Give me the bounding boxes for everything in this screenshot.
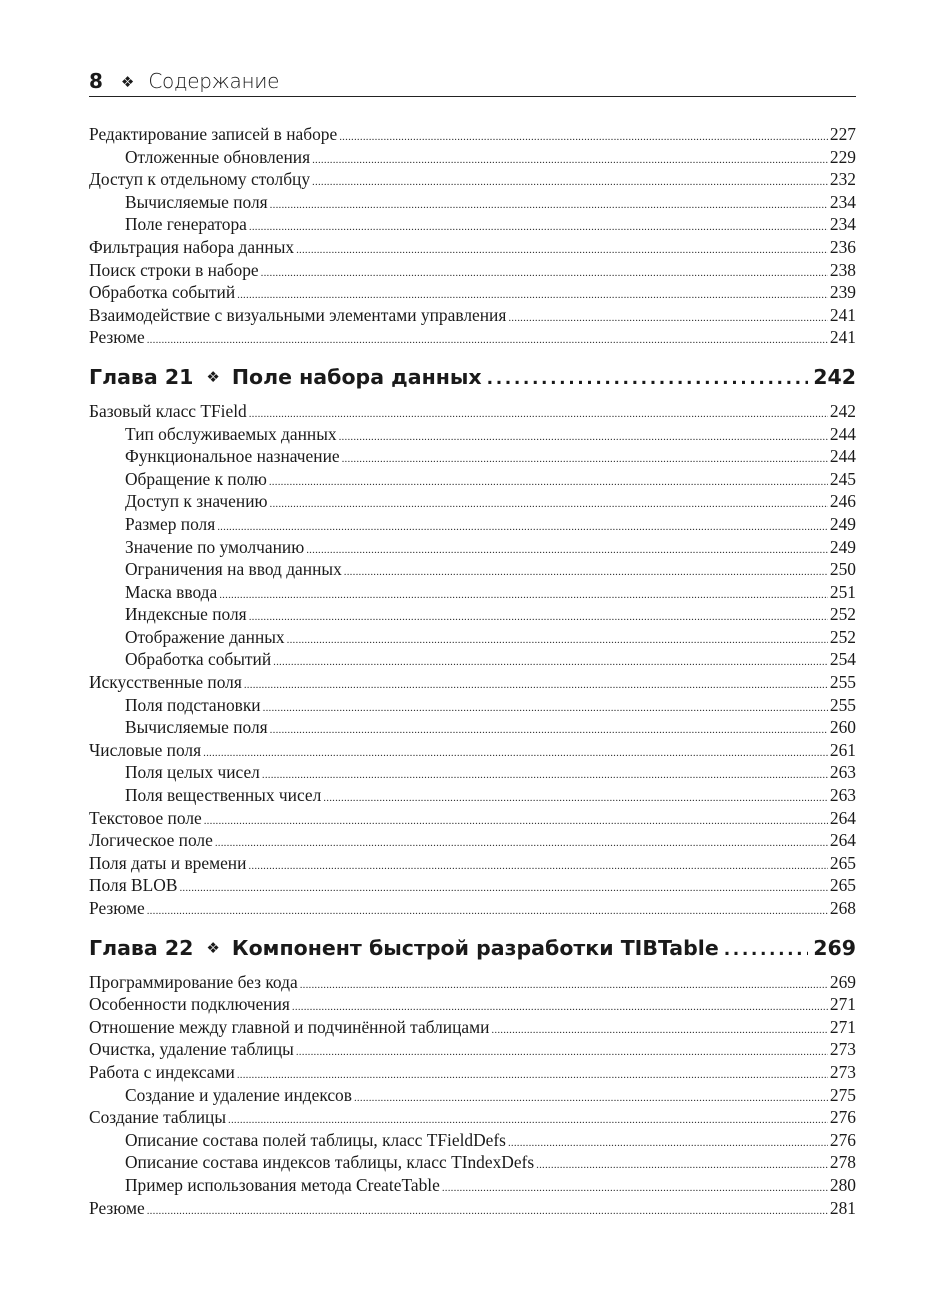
page-number: 8	[89, 69, 103, 93]
entry-page: 251	[829, 581, 856, 602]
entry-title: Обработка событий	[125, 649, 272, 670]
entry-page: 249	[829, 536, 856, 557]
entry-title: Создание и удаление индексов	[125, 1084, 352, 1105]
toc-subentry[interactable]	[89, 582, 856, 605]
toc-subentry[interactable]	[89, 147, 856, 170]
dot-leader	[249, 611, 828, 623]
toc-entry[interactable]	[89, 1198, 856, 1221]
toc-entry[interactable]	[89, 169, 856, 192]
toc-entry[interactable]	[89, 875, 856, 898]
entry-title: Искусственные поля	[89, 672, 242, 693]
entry-title: Отложенные обновления	[125, 146, 311, 167]
dot-leader	[262, 769, 828, 781]
dot-leader	[147, 905, 828, 917]
entry-title: Резюме	[89, 327, 145, 348]
dot-leader	[312, 154, 828, 166]
ornament-icon: ❖	[206, 938, 220, 957]
entry-title: Обращение к полю	[125, 468, 267, 489]
dot-leader	[215, 837, 828, 849]
entry-page: 250	[829, 559, 856, 580]
dot-leader	[249, 408, 828, 420]
dot-leader	[323, 792, 828, 804]
dot-leader	[292, 1001, 828, 1013]
toc-entry[interactable]	[89, 327, 856, 350]
entry-page: 263	[829, 762, 856, 783]
toc-subentry[interactable]	[89, 537, 856, 560]
entry-page: 265	[829, 852, 856, 873]
toc-subentry[interactable]	[89, 604, 856, 627]
entry-page: 255	[829, 694, 856, 715]
toc-entry[interactable]	[89, 237, 856, 260]
toc-entry[interactable]	[89, 898, 856, 921]
entry-page: 275	[829, 1084, 856, 1105]
toc-subentry[interactable]	[89, 424, 856, 447]
dot-leader	[287, 634, 828, 646]
entry-title: Базовый класс TField	[89, 400, 247, 421]
entry-page: 232	[829, 169, 856, 190]
dot-leader	[270, 199, 828, 211]
dot-leader	[344, 566, 828, 578]
entry-page: 268	[829, 898, 856, 918]
entry-page: 273	[829, 1039, 856, 1060]
toc-subentry[interactable]	[89, 717, 856, 740]
entry-page: 265	[829, 875, 856, 896]
entry-page: 260	[829, 717, 856, 738]
chapter-heading[interactable]	[89, 936, 856, 966]
chapter-label: Глава 22	[89, 935, 194, 960]
toc-subentry[interactable]	[89, 1085, 856, 1108]
dot-leader	[339, 431, 828, 443]
entry-title: Очистка, удаление таблицы	[89, 1039, 294, 1060]
toc-subentry[interactable]	[89, 192, 856, 215]
toc-subentry[interactable]	[89, 1130, 856, 1153]
entry-page: 238	[829, 259, 856, 280]
dot-leader	[312, 176, 828, 188]
dot-leader	[244, 679, 828, 691]
chapter-page: 242	[813, 364, 856, 389]
entry-page: 234	[829, 214, 856, 235]
dot-leader	[296, 244, 828, 256]
toc-entry[interactable]	[89, 401, 856, 424]
entry-title: Поля подстановки	[125, 694, 261, 715]
entry-title: Описание состава индексов таблицы, класс TIndexDefs	[125, 1152, 535, 1173]
toc-subentry[interactable]	[89, 1175, 856, 1198]
entry-title: Обработка событий	[89, 282, 236, 303]
entry-page: 234	[829, 191, 856, 212]
entry-title: Работа с индексами	[89, 1061, 235, 1082]
dot-leader	[249, 221, 828, 233]
toc-entry[interactable]	[89, 260, 856, 283]
toc-subentry[interactable]	[89, 559, 856, 582]
entry-page: 278	[829, 1152, 856, 1173]
entry-page: 264	[829, 830, 856, 851]
toc-subentry[interactable]	[89, 627, 856, 650]
entry-title: Поля BLOB	[89, 875, 178, 896]
entry-title: Ограничения на ввод данных	[125, 559, 342, 580]
entry-title: Редактирование записей в наборе	[89, 124, 338, 144]
dot-leader	[219, 589, 828, 601]
entry-title: Логическое поле	[89, 830, 213, 851]
entry-title: Индексные поля	[125, 604, 247, 625]
dot-leader	[339, 131, 828, 143]
dot-leader	[147, 1205, 828, 1217]
entry-page: 271	[829, 994, 856, 1015]
toc-subentry[interactable]	[89, 514, 856, 537]
toc-entry[interactable]	[89, 853, 856, 876]
dot-leader	[306, 544, 828, 556]
dot-leader	[217, 521, 828, 533]
chapter-label: Глава 21	[89, 364, 194, 389]
entry-page: 281	[829, 1197, 856, 1218]
entry-page: 246	[829, 491, 856, 512]
entry-title: Тип обслуживаемых данных	[125, 423, 337, 444]
chapter-heading[interactable]	[89, 365, 856, 395]
entry-title: Функциональное назначение	[125, 446, 340, 467]
dot-leader	[487, 369, 809, 389]
chapter-page: 269	[813, 935, 856, 960]
entry-page: 276	[829, 1129, 856, 1150]
toc-subentry[interactable]	[89, 469, 856, 492]
dot-leader	[204, 815, 828, 827]
entry-title: Особенности подключения	[89, 994, 290, 1015]
entry-page: 242	[829, 400, 856, 421]
toc-entry[interactable]	[89, 740, 856, 763]
dot-leader	[273, 656, 828, 668]
dot-leader	[354, 1092, 828, 1104]
ornament-icon: ❖	[206, 367, 220, 386]
toc-subentry[interactable]	[89, 491, 856, 514]
toc-subentry[interactable]	[89, 1152, 856, 1175]
dot-leader	[508, 312, 828, 324]
entry-title: Числовые поля	[89, 739, 202, 760]
entry-title: Пример использования метода CreateTable	[125, 1174, 440, 1195]
entry-title: Отношение между главной и подчинённой таблицами	[89, 1016, 490, 1037]
chapter-title: Поле набора данных	[231, 364, 482, 389]
entry-page: 271	[829, 1016, 856, 1037]
dot-leader	[724, 940, 808, 960]
entry-page: 273	[829, 1061, 856, 1082]
dot-leader	[237, 1069, 828, 1081]
entry-page: 264	[829, 807, 856, 828]
toc-entry[interactable]	[89, 1039, 856, 1062]
toc-entry[interactable]	[89, 282, 856, 305]
toc-subentry[interactable]	[89, 695, 856, 718]
entry-title: Вычисляемые поля	[125, 717, 268, 738]
toc-subentry[interactable]	[89, 762, 856, 785]
entry-page: 239	[829, 282, 856, 303]
dot-leader	[508, 1137, 828, 1149]
entry-title: Взаимодействие с визуальными элементами управления	[89, 304, 507, 325]
toc-entry[interactable]	[89, 124, 856, 147]
entry-title: Фильтрация набора данных	[89, 236, 295, 257]
entry-title: Размер поля	[125, 513, 216, 534]
entry-page: 252	[829, 626, 856, 647]
dot-leader	[147, 334, 828, 346]
toc-entry[interactable]	[89, 305, 856, 328]
page-header	[89, 66, 856, 97]
entry-title: Текстовое поле	[89, 807, 202, 828]
entry-title: Доступ к значению	[125, 491, 268, 512]
entry-page: 261	[829, 739, 856, 760]
toc-subentry[interactable]	[89, 446, 856, 469]
entry-title: Маска ввода	[125, 581, 218, 602]
dot-leader	[261, 267, 828, 279]
entry-page: 280	[829, 1174, 856, 1195]
entry-title: Программирование без кода	[89, 971, 298, 992]
dot-leader	[296, 1046, 828, 1058]
dot-leader	[442, 1182, 828, 1194]
toc-subentry[interactable]	[89, 785, 856, 808]
running-title: Содержание	[148, 69, 280, 93]
toc-entry[interactable]	[89, 808, 856, 831]
chapter-title: Компонент быстрой разработки TIBTable	[231, 935, 719, 960]
entry-page: 227	[829, 124, 856, 144]
dot-leader	[270, 498, 828, 510]
table-of-contents	[89, 124, 856, 1220]
entry-title: Резюме	[89, 1197, 145, 1218]
dot-leader	[270, 724, 828, 736]
entry-page: 249	[829, 513, 856, 534]
dot-leader	[179, 882, 827, 894]
toc-entry[interactable]	[89, 672, 856, 695]
toc-entry[interactable]	[89, 994, 856, 1017]
entry-page: 244	[829, 446, 856, 467]
toc-entry[interactable]	[89, 1017, 856, 1040]
dot-leader	[300, 979, 828, 991]
entry-page: 229	[829, 146, 856, 167]
entry-page: 241	[829, 304, 856, 325]
dot-leader	[237, 289, 828, 301]
dot-leader	[491, 1024, 827, 1036]
toc-subentry[interactable]	[89, 649, 856, 672]
entry-title: Описание состава полей таблицы, класс TFieldDefs	[125, 1129, 506, 1150]
dot-leader	[263, 702, 828, 714]
entry-page: 236	[829, 236, 856, 257]
entry-page: 245	[829, 468, 856, 489]
toc-entry[interactable]	[89, 1107, 856, 1130]
ornament-icon: ❖	[120, 73, 135, 91]
entry-title: Резюме	[89, 898, 145, 918]
toc-entry[interactable]	[89, 1062, 856, 1085]
toc-entry[interactable]	[89, 972, 856, 995]
dot-leader	[536, 1159, 828, 1171]
toc-subentry[interactable]	[89, 214, 856, 237]
entry-page: 269	[829, 971, 856, 992]
entry-title: Поиск строки в наборе	[89, 259, 259, 280]
entry-page: 241	[829, 327, 856, 348]
dot-leader	[203, 747, 828, 759]
entry-title: Поля вещественных чисел	[125, 785, 322, 806]
dot-leader	[269, 476, 828, 488]
entry-page: 244	[829, 423, 856, 444]
entry-page: 263	[829, 785, 856, 806]
entry-title: Поля даты и времени	[89, 852, 247, 873]
entry-title: Отображение данных	[125, 626, 285, 647]
entry-title: Значение по умолчанию	[125, 536, 305, 557]
entry-page: 276	[829, 1107, 856, 1128]
entry-title: Создание таблицы	[89, 1107, 227, 1128]
dot-leader	[248, 860, 827, 872]
entry-page: 255	[829, 672, 856, 693]
entry-page: 254	[829, 649, 856, 670]
dot-leader	[228, 1114, 828, 1126]
entry-title: Вычисляемые поля	[125, 191, 268, 212]
entry-page: 252	[829, 604, 856, 625]
entry-title: Поле генератора	[125, 214, 247, 235]
entry-title: Поля целых чисел	[125, 762, 260, 783]
entry-title: Доступ к отдельному столбцу	[89, 169, 311, 190]
dot-leader	[342, 453, 828, 465]
toc-entry[interactable]	[89, 830, 856, 853]
